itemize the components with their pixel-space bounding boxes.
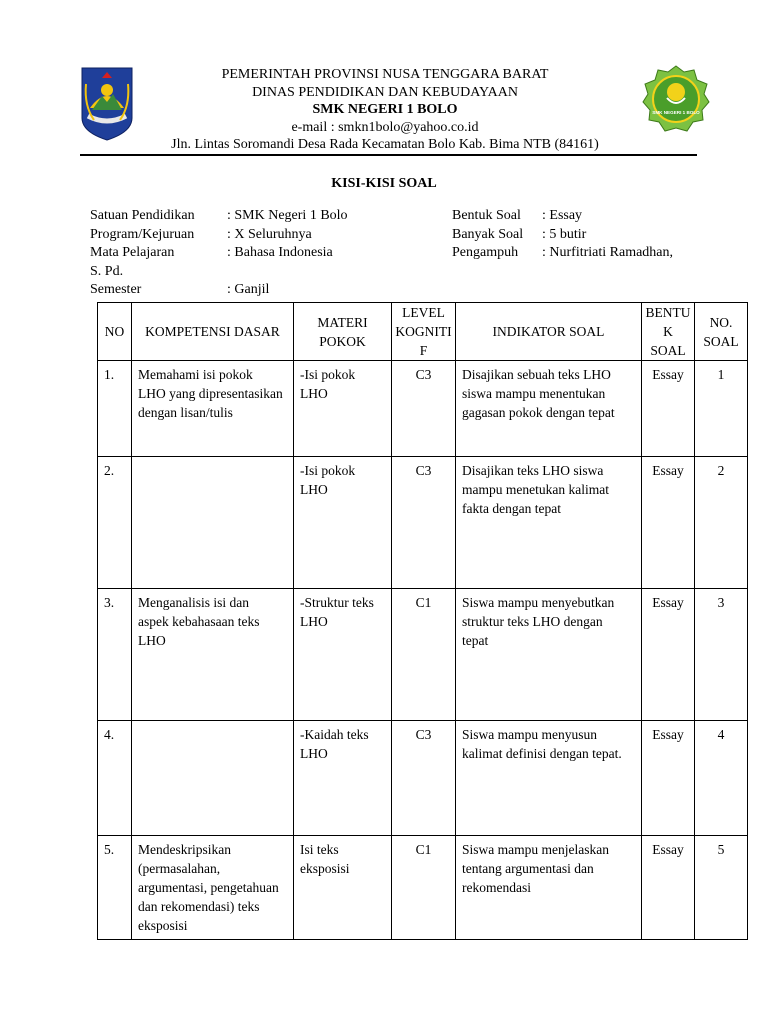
meta-value: : 5 butir — [542, 226, 587, 242]
cell-no: 4. — [98, 721, 132, 836]
cell-line: argumentasi, pengetahuan — [138, 880, 279, 895]
meta-row-mapel — [90, 244, 440, 263]
cell-line: struktur teks LHO dengan — [462, 614, 603, 629]
cell-no-soal: 5 — [695, 836, 748, 940]
meta-value: : Essay — [542, 208, 583, 223]
cell-line: -Kaidah teks — [300, 727, 369, 742]
cell-no-soal: 4 — [695, 721, 748, 836]
meta-value: : Bahasa Indonesia — [227, 245, 333, 260]
cell-materi-pokok — [294, 836, 392, 940]
cell-kompetensi-dasar — [132, 589, 294, 721]
cell-line: eksposisi — [138, 918, 188, 933]
school-address: Jln. Lintas Soromandi Desa Rada Kecamatan Bolo Kab. Bima NTB (84161) — [171, 137, 599, 152]
meta-label: Satuan Pendidikan — [90, 208, 195, 223]
table-row — [98, 589, 748, 721]
table-row — [98, 836, 748, 940]
cell-materi-pokok — [294, 457, 392, 589]
meta-label: Pengampuh — [452, 245, 519, 260]
cell-materi-pokok — [294, 361, 392, 457]
cell-line: LHO — [300, 614, 328, 629]
cell-line: rekomendasi — [462, 880, 531, 895]
cell-line: dengan lisan/tulis — [138, 405, 233, 420]
letterhead-rule — [80, 154, 697, 156]
cell-line: Memahami isi pokok — [138, 367, 253, 382]
cell-line: (permasalahan, — [138, 861, 221, 876]
letterhead — [0, 0, 768, 160]
cell-line: Isi teks — [300, 842, 339, 857]
letterhead-text — [150, 66, 620, 154]
cell-level: C1 — [392, 836, 456, 940]
kisi-kisi-table — [97, 302, 748, 940]
cell-line: Disajikan teks LHO siswa — [462, 463, 604, 478]
cell-bentuk: Essay — [642, 589, 695, 721]
table-header-row — [98, 303, 748, 361]
header-line: F — [419, 343, 428, 358]
cell-kompetensi-dasar — [132, 836, 294, 940]
cell-level: C3 — [392, 457, 456, 589]
provincial-emblem-logo — [80, 66, 134, 142]
meta-value: : SMK Negeri 1 Bolo — [227, 208, 348, 223]
cell-line: LHO — [138, 633, 166, 648]
cell-level: C1 — [392, 589, 456, 721]
cell-line: LHO — [300, 746, 328, 761]
cell-no: 5. — [98, 836, 132, 940]
cell-line: eksposisi — [300, 861, 350, 876]
meta-row-pengampuh — [452, 244, 702, 263]
cell-no-soal: 2 — [695, 457, 748, 589]
cell-no: 2. — [98, 457, 132, 589]
cell-line: aspek kebahasaan teks — [138, 614, 260, 629]
cell-no-soal: 1 — [695, 361, 748, 457]
header-line: NO. — [709, 314, 733, 330]
header-line: POKOK — [319, 333, 366, 349]
cell-line: dan rekomendasi) teks — [138, 899, 260, 914]
header-line: KOGNITI — [395, 324, 452, 339]
cell-indikator — [456, 589, 642, 721]
header-bentuk-soal — [642, 303, 695, 361]
cell-line: tepat — [462, 633, 489, 648]
cell-bentuk: Essay — [642, 836, 695, 940]
cell-materi-pokok — [294, 589, 392, 721]
cell-line: -Isi pokok — [300, 463, 356, 478]
cell-line: tentang argumentasi dan — [462, 861, 594, 876]
teacher-degree: S. Pd. — [90, 263, 124, 279]
school-logo — [641, 64, 711, 136]
meta-label: Bentuk Soal — [452, 208, 521, 223]
cell-line: Menganalisis isi dan — [138, 595, 249, 610]
cell-bentuk: Essay — [642, 457, 695, 589]
cell-line: LHO yang dipresentasikan — [138, 386, 283, 401]
cell-line: kalimat definisi dengan tepat. — [462, 746, 622, 761]
cell-line: LHO — [300, 482, 328, 497]
cell-no: 3. — [98, 589, 132, 721]
cell-bentuk: Essay — [642, 361, 695, 457]
school-name: SMK NEGERI 1 BOLO — [312, 102, 458, 117]
cell-line: Siswa mampu menyebutkan — [462, 595, 615, 610]
meta-row-satuan — [90, 207, 440, 226]
table-row — [98, 361, 748, 457]
cell-line: siswa mampu menentukan — [462, 386, 606, 401]
meta-value: : Ganjil — [227, 282, 270, 297]
meta-right — [452, 207, 702, 263]
cell-materi-pokok — [294, 721, 392, 836]
cell-no: 1. — [98, 361, 132, 457]
header-level-kognitif — [392, 303, 456, 361]
header-line: MATERI — [317, 314, 368, 330]
meta-label: Program/Kejuruan — [90, 226, 195, 242]
cell-kompetensi-dasar — [132, 457, 294, 589]
cell-line: mampu menetukan kalimat — [462, 482, 609, 497]
cell-level: C3 — [392, 721, 456, 836]
meta-label: Semester — [90, 282, 142, 297]
header-materi-pokok — [294, 303, 392, 361]
cell-bentuk: Essay — [642, 721, 695, 836]
cell-line: Siswa mampu menyusun — [462, 727, 597, 742]
table-row — [98, 721, 748, 836]
cell-indikator — [456, 457, 642, 589]
cell-indikator — [456, 721, 642, 836]
header-line: LEVEL — [402, 305, 445, 320]
meta-row-banyak — [452, 226, 702, 245]
document-title: KISI-KISI SOAL — [331, 176, 437, 191]
cell-line: Mendeskripsikan — [138, 842, 231, 857]
cell-kompetensi-dasar — [132, 721, 294, 836]
cell-line: LHO — [300, 386, 328, 401]
meta-row-bentuk — [452, 207, 702, 226]
cell-line: -Struktur teks — [300, 595, 374, 610]
meta-value: : X Seluruhnya — [227, 226, 312, 242]
meta-label: Mata Pelajaran — [90, 245, 175, 260]
cell-line: -Isi pokok — [300, 367, 356, 382]
table-row — [98, 457, 748, 589]
header-line: BENTU — [645, 305, 691, 320]
school-logo-text: SMK NEGERI 1 BOLO — [652, 110, 700, 115]
header-indikator-soal: INDIKATOR SOAL — [456, 303, 642, 361]
department-name: DINAS PENDIDIKAN DAN KEBUDAYAAN — [252, 84, 518, 100]
cell-no-soal: 3 — [695, 589, 748, 721]
cell-indikator — [456, 361, 642, 457]
cell-line: Disajikan sebuah teks LHO — [462, 367, 611, 382]
header-no-soal — [695, 303, 748, 361]
meta-label: Banyak Soal — [452, 226, 524, 242]
cell-kompetensi-dasar — [132, 361, 294, 457]
school-email: e-mail : smkn1bolo@yahoo.co.id — [291, 119, 479, 135]
header-no: NO — [98, 303, 132, 361]
cell-line: gagasan pokok dengan tepat — [462, 405, 615, 420]
header-line: K SOAL — [650, 324, 686, 358]
header-line: SOAL — [703, 333, 739, 349]
meta-left — [90, 207, 440, 300]
cell-line: Siswa mampu menjelaskan — [462, 842, 609, 857]
government-name: PEMERINTAH PROVINSI NUSA TENGGARA BARAT — [221, 67, 549, 82]
cell-indikator — [456, 836, 642, 940]
meta-row-program — [90, 226, 440, 245]
meta-row-semester — [90, 281, 440, 300]
cell-level: C3 — [392, 361, 456, 457]
cell-line: fakta dengan tepat — [462, 501, 561, 516]
meta-value: : Nurfitriati Ramadhan, — [542, 245, 674, 260]
header-kompetensi-dasar: KOMPETENSI DASAR — [132, 303, 294, 361]
